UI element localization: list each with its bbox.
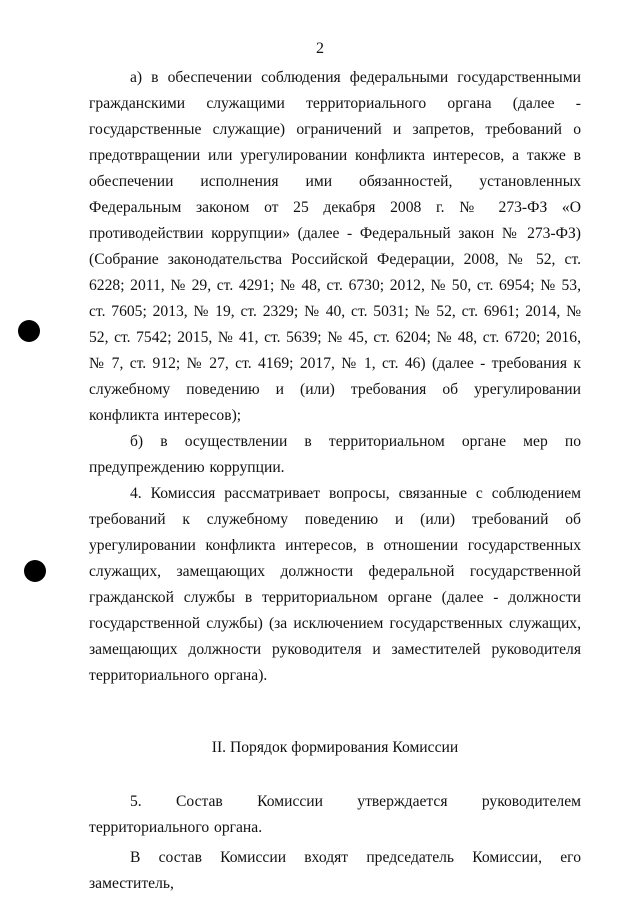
paragraph-5-continued: В состав Комиссии входят председатель Комиссии, его заместитель, (89, 849, 581, 892)
page-number: 2 (316, 40, 324, 57)
binder-hole (24, 560, 46, 582)
paragraph-a: а) в обеспечении соблюдения федеральными государственными гражданскими служащими территориального органа (далее - государственные служащие) ограничений и запретов, требований о предотвращении или урегулировании конфликта интересов, а также в обеспечении исполнения ими обязанностей, установленных Федеральным законом от 25 декабря 2008 г. № 273-ФЗ «О противодействии коррупции» (далее - Федеральный закон № 273-ФЗ) (Собрание законодательства Российской Федерации, 2008, № 52, ст. 6228; 2011, № 29, ст. 4291; № 48, ст. 6730; 2012, № 50, ст. 6954; № 53, ст. 7605; 2013, № 19, ст. 2329; № 40, ст. 5031; № 52, ст. 6961; 2014, № 52, ст. 7542; 2015, № 41, ст. 5639; № 45, ст. 6204; № 48, ст. 6720; 2016, № 7, ст. 912; № 27, ст. 4169; 2017, № 1, ст. 46) (далее - требования к служебному поведению и (или) требования об урегулировании конфликта интересов); (89, 69, 581, 424)
paragraph-4: 4. Комиссия рассматривает вопросы, связанные с соблюдением требований к служебному поведению и (или) требований об урегулировании конфликта интересов, в отношении государственных служащих, замещающих должности федеральной государственной гражданской службы в территориальном органе (далее - должности государственной службы) (за исключением государственных служащих, замещающих должности руководителя и заместителей руководителя территориального органа). (89, 485, 581, 684)
paragraph-b: б) в осуществлении в территориальном органе мер по предупреждению коррупции. (89, 433, 581, 476)
document-body (89, 65, 581, 897)
paragraph-5: 5. Состав Комиссии утверждается руководителем территориального органа. (89, 793, 581, 836)
section-heading: II. Порядок формирования Комиссии (211, 739, 459, 756)
binder-hole (18, 320, 40, 342)
